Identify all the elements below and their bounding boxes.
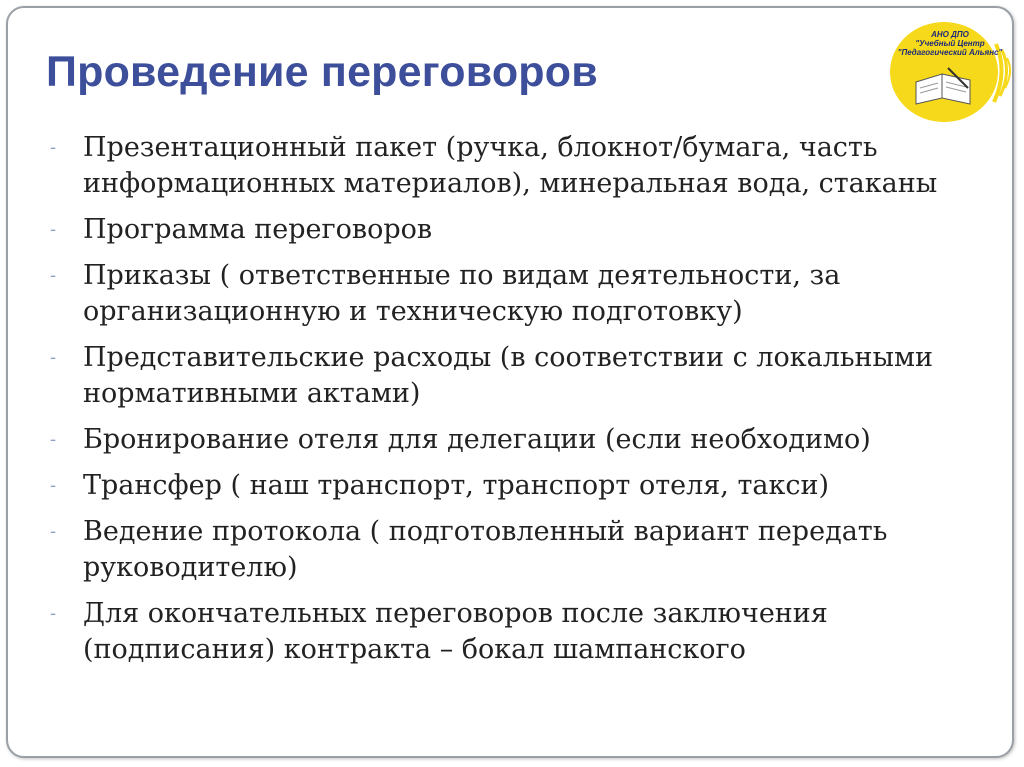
list-item-text: Трансфер ( наш транспорт, транспорт отеля, такси) — [83, 470, 830, 501]
bullet-list — [46, 130, 986, 678]
bullet-marker: - — [50, 265, 57, 286]
list-item — [46, 258, 986, 330]
list-item-text: Презентационный пакет (ручка, блокнот/бумага, часть информационных материалов), минеральная вода, стаканы — [83, 132, 938, 199]
list-item — [46, 596, 986, 668]
bullet-marker: - — [50, 603, 57, 624]
logo-text — [884, 30, 1016, 57]
list-item-text: Ведение протокола ( подготовленный вариант передать руководителю) — [83, 516, 888, 583]
logo-line-2: "Учебный Центр — [915, 39, 985, 48]
slide-title: Проведение переговоров — [46, 48, 598, 96]
list-item-text: Представительские расходы (в соответствии с локальными нормативными актами) — [83, 342, 934, 409]
list-item-text: Для окончательных переговоров после заключения (подписания) контракта – бокал шампанского — [83, 598, 828, 665]
list-item — [46, 340, 986, 412]
list-item-text: Бронирование отеля для делегации (если необходимо) — [83, 424, 871, 455]
list-item-text: Программа переговоров — [83, 214, 433, 245]
list-item — [46, 212, 986, 248]
list-item-text: Приказы ( ответственные по видам деятельности, за организационную и техническую подготовку) — [83, 260, 841, 327]
logo — [884, 16, 1016, 126]
list-item — [46, 514, 986, 586]
bullet-marker: - — [50, 521, 57, 542]
slide-frame — [6, 6, 1014, 758]
bullet-marker: - — [50, 429, 57, 450]
list-item — [46, 422, 986, 458]
bullet-marker: - — [50, 347, 57, 368]
bullet-marker: - — [50, 219, 57, 240]
bullet-marker: - — [50, 137, 57, 158]
logo-line-1: АНО ДПО — [931, 30, 969, 39]
logo-line-3: "Педагогический Альянс" — [897, 48, 1003, 57]
list-item — [46, 468, 986, 504]
list-item — [46, 130, 986, 202]
bullet-marker: - — [50, 475, 57, 496]
